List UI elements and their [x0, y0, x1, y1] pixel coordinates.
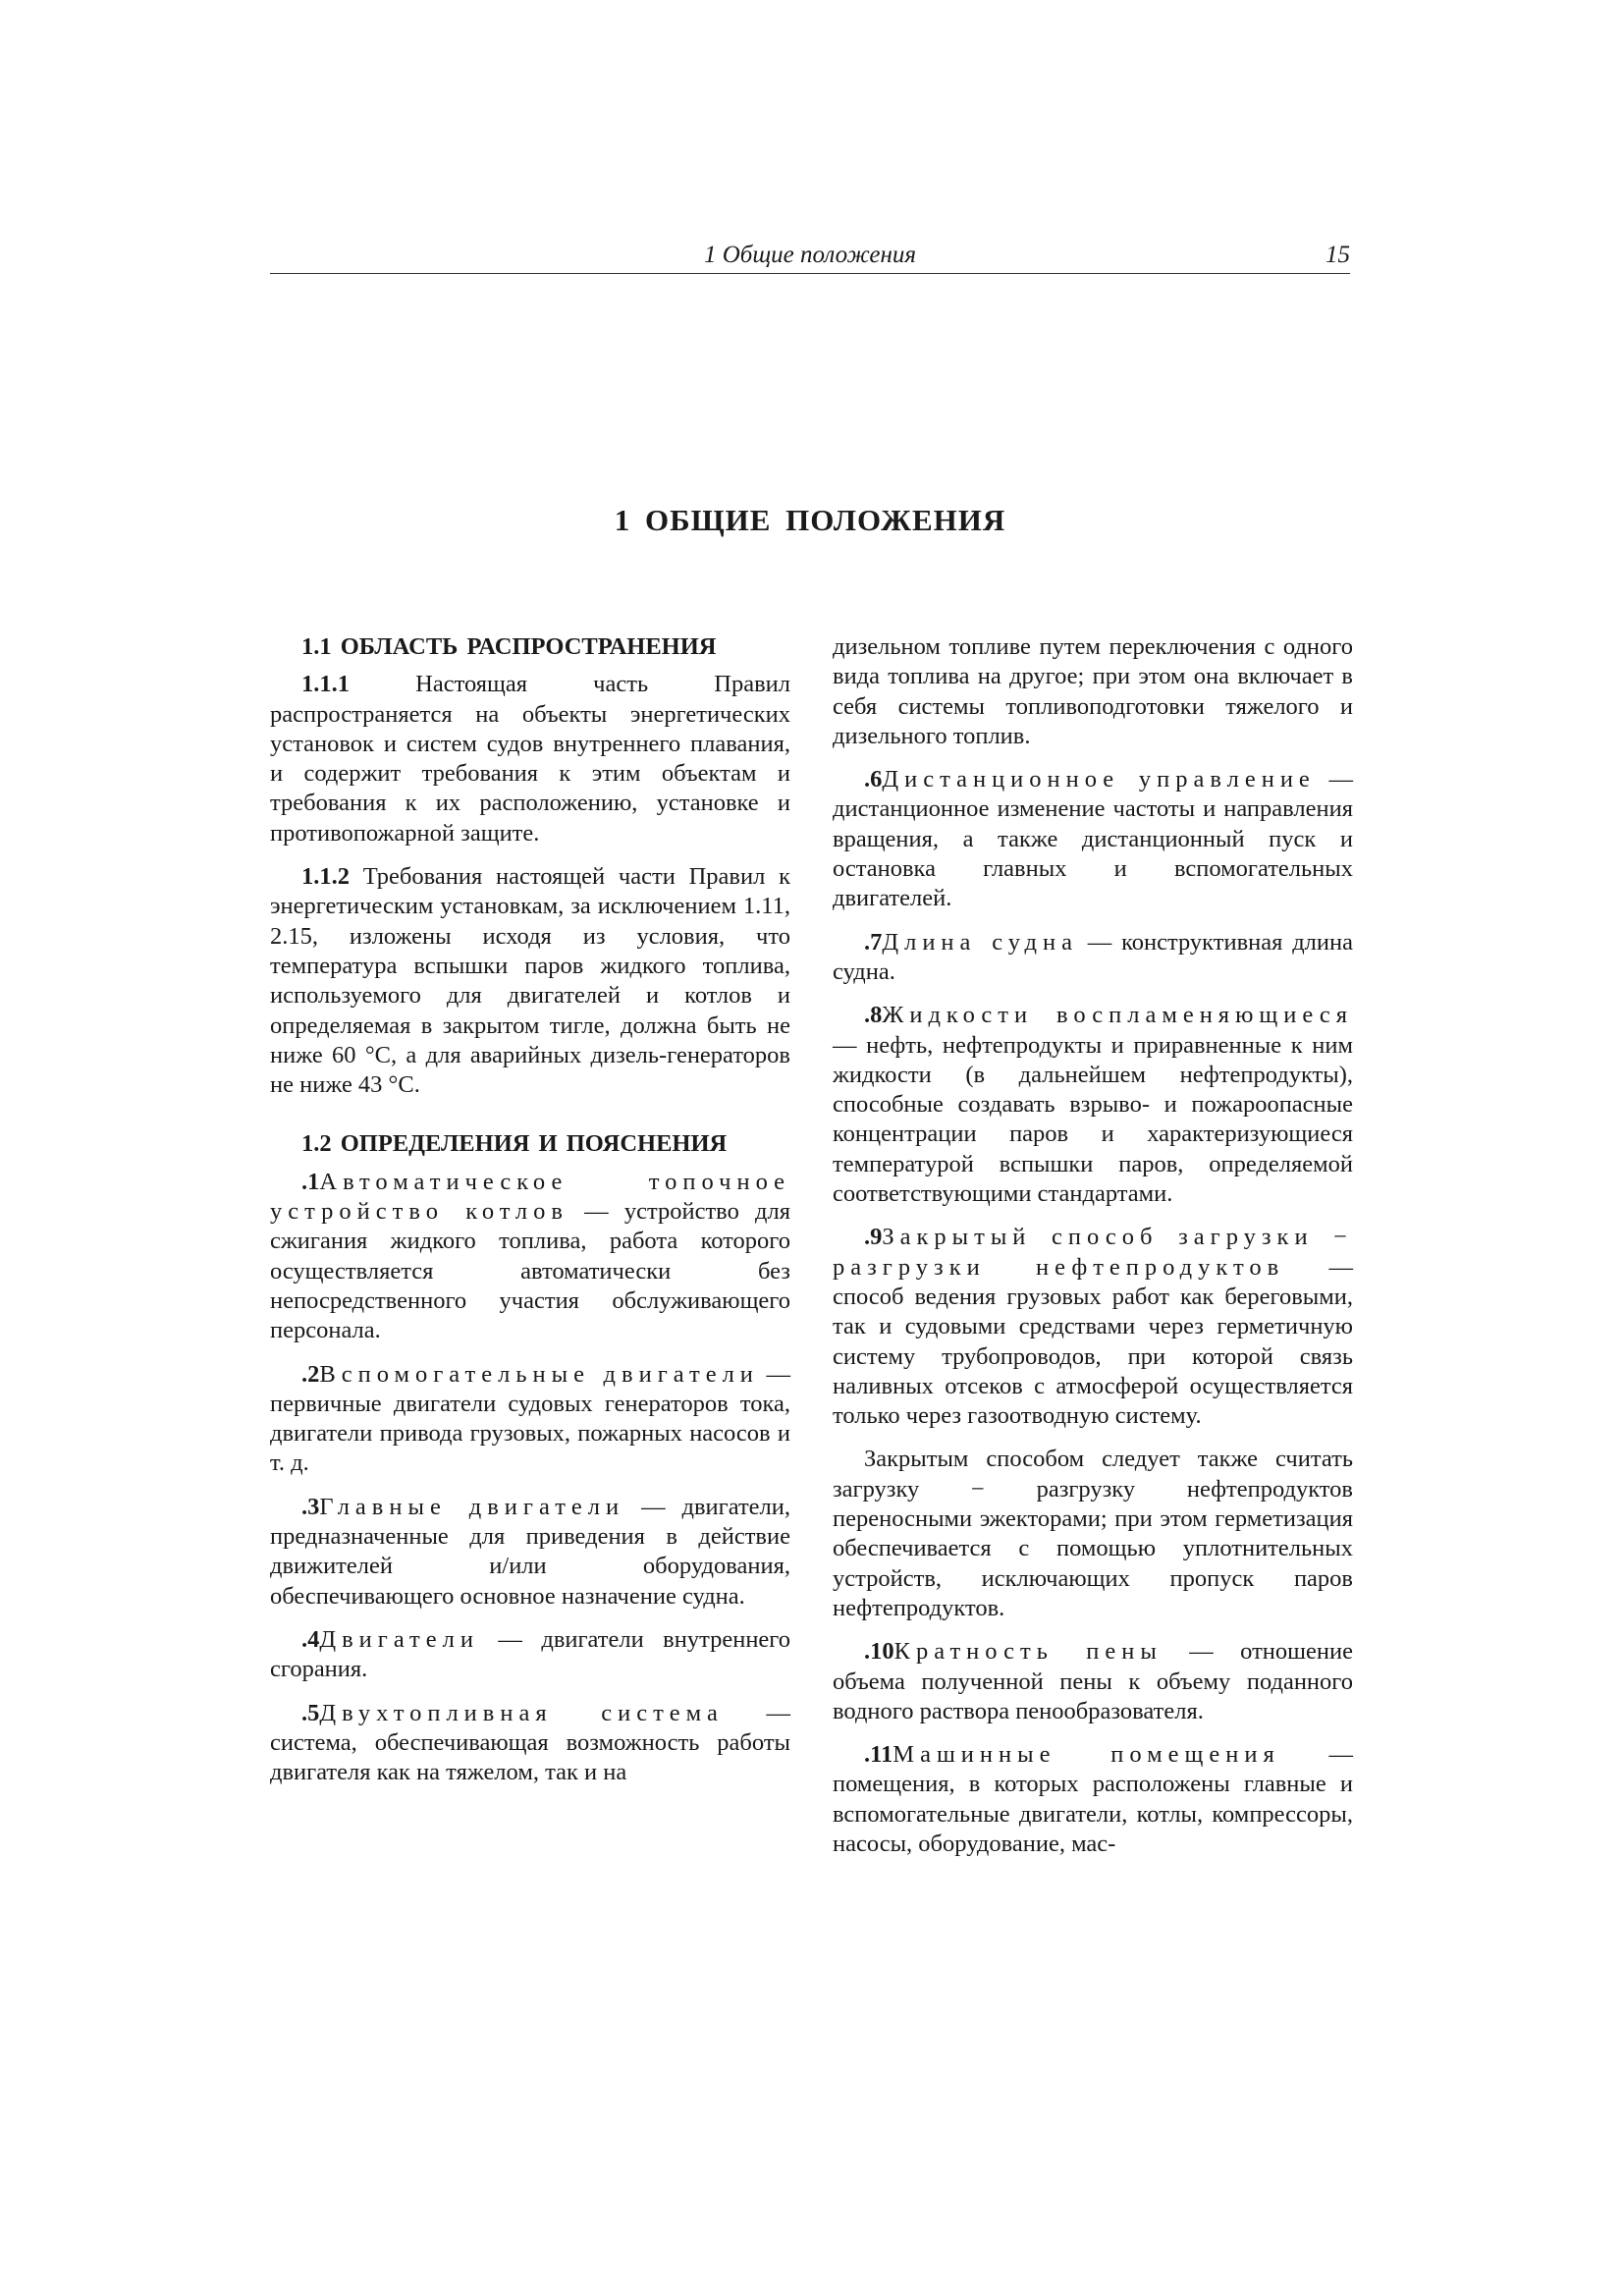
definition-9	[833, 1223, 1353, 1431]
definition-4	[270, 1625, 790, 1685]
definition-text: — отношение объема полученной пены к объему поданного водного раствора пенообразователя.	[833, 1638, 1353, 1724]
definition-1	[270, 1168, 790, 1346]
chapter-title: 1 ОБЩИЕ ПОЛОЖЕНИЯ	[614, 503, 1006, 537]
definition-text: — нефть, нефтепродукты и приравненные к ним жидкости (в дальнейшем нефтепродукты), способные создавать взрыво- и пожароопасные концентрации паров и характеризующиеся температурой вспышки паров, определяемой соответствующими стандартами.	[833, 1031, 1353, 1208]
paragraph-1-1-2	[270, 862, 790, 1100]
definition-number: .11	[864, 1741, 893, 1769]
definition-term: Жидкости воспламеняющиеся	[882, 1002, 1353, 1029]
definition-term: Закрытый способ загрузки − разгрузки нефтепродуктов	[833, 1224, 1353, 1281]
definition-term: Вспомогательные двигатели	[319, 1360, 759, 1388]
definition-number: .7	[864, 928, 883, 956]
definition-text: — система, обеспечивающая возможность работы двигателя как на тяжелом, так и на	[270, 1699, 791, 1786]
section-heading-1-1: 1.1 ОБЛАСТЬ РАСПРОСТРАНЕНИЯ	[301, 633, 717, 660]
definition-text: — двигатели внутреннего сгорания.	[270, 1625, 790, 1683]
definition-term: Длина судна	[882, 928, 1078, 956]
definition-term: Машинные помещения	[893, 1741, 1280, 1769]
definition-text: — помещения, в которых расположены главные и вспомогательные двигатели, котлы, компрессоры, насосы, оборудование, мас-	[833, 1741, 1354, 1857]
definition-number: .4	[301, 1625, 320, 1653]
clause-number: 1.1.1	[301, 671, 350, 698]
right-column	[833, 632, 1353, 1859]
running-header	[270, 238, 1350, 274]
definition-number: .6	[864, 766, 883, 793]
definition-8	[833, 1001, 1353, 1209]
definition-5	[270, 1699, 790, 1788]
definition-term: Автоматическое топочное устройство котлов	[270, 1168, 790, 1226]
definition-10	[833, 1637, 1353, 1726]
definition-2	[270, 1360, 790, 1479]
definition-number: .8	[864, 1002, 883, 1029]
definition-6	[833, 765, 1353, 913]
definition-5-continued: дизельном топливе путем переключения с одного вида топлива на другое; при этом она включает в себя системы топливоподготовки тяжелого и дизельного топлив.	[833, 633, 1353, 749]
definition-text: — двигатели, предназначенные для приведения в действие движителей и/или оборудования, обеспечивающего основное назначение судна.	[270, 1493, 790, 1610]
section-heading-1-2: 1.2 ОПРЕДЕЛЕНИЯ И ПОЯСНЕНИЯ	[301, 1130, 728, 1158]
definition-11	[833, 1740, 1353, 1859]
clause-number: 1.1.2	[301, 863, 350, 891]
definition-7	[833, 928, 1353, 988]
page-number: 15	[1325, 242, 1350, 268]
definition-number: .2	[301, 1360, 320, 1388]
definition-term: Дистанционное управление	[882, 766, 1316, 793]
clause-text: Требования настоящей части Правил к энергетическим установкам, за исключением 1.11, 2.15, изложены исходя из условия, что температура вспышки паров жидкого топлива, используемого для двигателей и котлов и определяемая в закрытом тигле, должна быть не ниже 60 °С, а для аварийных дизель-генераторов не ниже 43 °С.	[270, 863, 790, 1099]
definition-number: .3	[301, 1493, 320, 1520]
definition-number: .9	[864, 1224, 883, 1251]
definition-term: Кратность пены	[893, 1638, 1163, 1666]
clause-text: Настоящая часть Правил распространяется на объекты энергетических установок и систем судов внутреннего плавания, и содержит требования к этим объектам и требования к их расположению, установке и противопожарной защите.	[270, 671, 790, 847]
definition-text: — устройство для сжигания жидкого топлива, работа которого осуществляется автоматически без непосредственного участия обслуживающего персонала.	[270, 1198, 790, 1344]
definition-text: — дистанционное изменение частоты и направления вращения, а также дистанционный пуск и остановка главных и вспомогательных двигателей.	[833, 766, 1353, 912]
definition-term: Двигатели	[319, 1625, 479, 1653]
definition-number: .5	[301, 1699, 320, 1726]
definition-9-note: Закрытым способом следует также считать загрузку − разгрузку нефтепродуктов переносными эжекторами; при этом герметизация обеспечивается с помощью уплотнительных устройств, исключающих пропуск паров нефтепродуктов.	[833, 1446, 1353, 1621]
definition-number: .1	[301, 1168, 320, 1195]
definition-text: — способ ведения грузовых работ как береговыми, так и судовыми средствами через герметичную систему трубопроводов, при которой связь наливных отсеков с атмосферой осуществляется только через газоотводную систему.	[833, 1253, 1353, 1430]
definition-term: Главные двигатели	[319, 1493, 625, 1520]
left-column	[270, 632, 790, 1787]
paragraph-1-1-1	[270, 670, 790, 848]
definition-text: — конструктивная длина судна.	[833, 928, 1354, 985]
running-head-section-title: 1 Общие положения	[703, 242, 917, 268]
definition-term: Двухтопливная система	[319, 1699, 724, 1726]
definition-text: — первичные двигатели судовых генераторов тока, двигатели привода грузовых, пожарных насосов и т. д.	[270, 1360, 790, 1477]
definition-number: .10	[864, 1638, 894, 1666]
definition-3	[270, 1493, 790, 1612]
